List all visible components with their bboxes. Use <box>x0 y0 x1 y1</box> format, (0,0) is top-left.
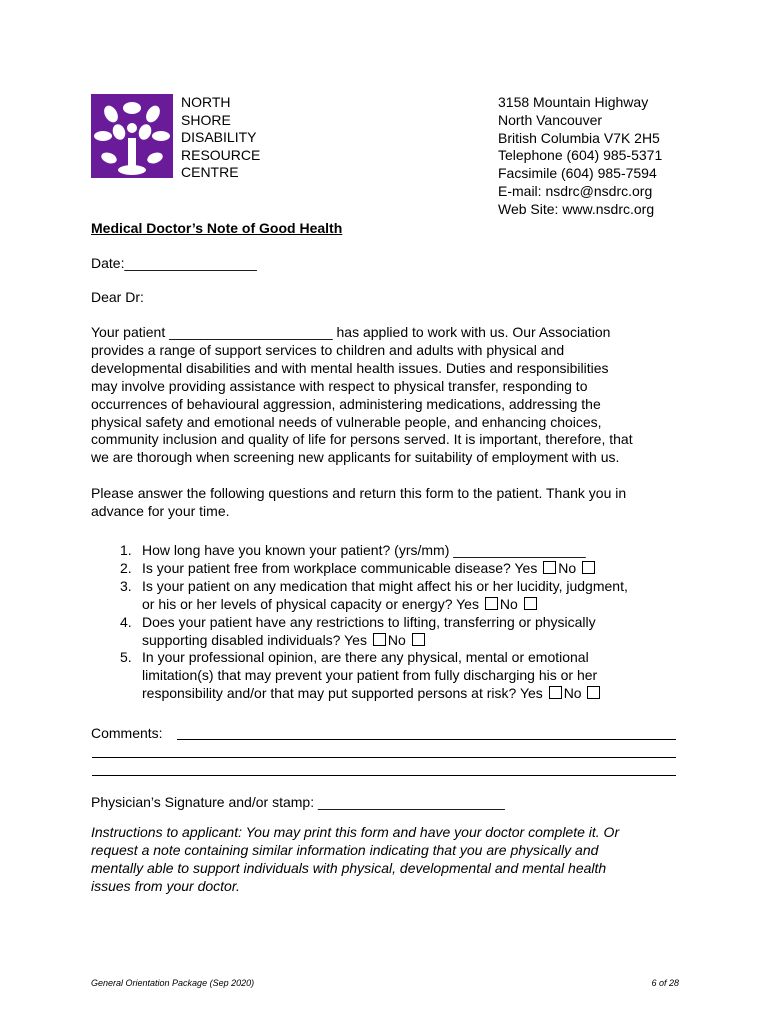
organization-logo <box>91 94 173 178</box>
org-line: RESOURCE <box>181 146 261 163</box>
question-2 <box>120 560 628 578</box>
paragraph-line: physical safety and emotional needs of vulnerable people, and enhancing choices, <box>91 413 602 430</box>
no-label: No <box>387 631 406 648</box>
paragraph-line: we are thorough when screening new applicants for suitability of employment with us. <box>91 449 620 466</box>
address-telephone: Telephone (604) 985-5371 <box>498 147 663 164</box>
paragraph-line: occurrences of behavioural aggression, administering medications, addressing the <box>91 395 601 412</box>
question-5 <box>120 649 628 703</box>
address-province: British Columbia V7K 2H5 <box>498 129 660 146</box>
footer-document-name: General Orientation Package (Sep 2020) <box>91 978 255 988</box>
question-text: limitation(s) that may prevent your patient from fully discharging his or her <box>142 667 598 684</box>
paragraph-line: provides a range of support services to children and adults with physical and <box>91 341 565 358</box>
salutation: Dear Dr: <box>91 289 144 305</box>
no-checkbox[interactable] <box>524 597 537 610</box>
question-1 <box>120 542 628 560</box>
footer-page-number: 6 of 28 <box>651 978 679 988</box>
question-text: In your professional opinion, are there any physical, mental or emotional <box>142 649 589 666</box>
document-title: Medical Doctor’s Note of Good Health <box>91 220 343 236</box>
paragraph-line: may involve providing assistance with respect to physical transfer, responding to <box>91 377 588 394</box>
date-field[interactable]: Date:_________________ <box>91 255 257 271</box>
address-facsimile: Facsimile (604) 985-7594 <box>498 165 657 182</box>
instruction-line: mentally able to support individuals with physical, developmental and mental health <box>91 859 607 876</box>
intro-paragraph <box>91 324 691 467</box>
question-number: 1. <box>120 542 132 558</box>
question-number: 3. <box>120 577 132 594</box>
question-text: Does your patient have any restrictions to lifting, transferring or physically <box>142 613 596 630</box>
question-4 <box>120 614 628 650</box>
yes-checkbox[interactable] <box>549 686 562 699</box>
no-checkbox[interactable] <box>412 633 425 646</box>
question-text: supporting disabled individuals? Yes <box>142 631 367 648</box>
paragraph-line: developmental disabilities and with mental health issues. Duties and responsibilities <box>91 359 609 376</box>
comments-line-1[interactable] <box>177 739 676 740</box>
instruction-line: request a note containing similar information indicating that you are physically and <box>91 841 599 858</box>
yes-checkbox[interactable] <box>485 597 498 610</box>
comments-line-3[interactable] <box>92 775 676 776</box>
no-label: No <box>558 559 577 576</box>
paragraph-line: advance for your time. <box>91 502 230 519</box>
paragraph-line: Please answer the following questions and return this form to the patient. Thank you in <box>91 485 627 501</box>
org-line: NORTH <box>181 94 231 110</box>
question-text[interactable]: How long have you known your patient? (yrs/mm) _________________ <box>142 542 586 558</box>
question-3 <box>120 578 628 614</box>
org-line: SHORE <box>181 111 231 128</box>
question-text: Is your patient free from workplace communicable disease? Yes <box>142 559 538 576</box>
comments-label: Comments: <box>91 725 163 741</box>
question-number: 4. <box>120 613 132 630</box>
signature-field[interactable]: Physician’s Signature and/or stamp: ________________________ <box>91 794 505 810</box>
yes-checkbox[interactable] <box>543 561 556 574</box>
comments-line-2[interactable] <box>92 757 676 758</box>
org-line: CENTRE <box>181 164 239 181</box>
applicant-instructions <box>91 824 691 896</box>
organization-name <box>181 94 260 182</box>
address-email: E-mail: nsdrc@nsdrc.org <box>498 182 653 199</box>
paragraph-line: community inclusion and quality of life for persons served. It is important, therefore, that <box>91 431 633 448</box>
address-website: Web Site: www.nsdrc.org <box>498 200 655 217</box>
no-label: No <box>499 595 518 612</box>
address-street: 3158 Mountain Highway <box>498 94 649 110</box>
no-checkbox[interactable] <box>582 561 595 574</box>
question-number: 5. <box>120 649 132 666</box>
paragraph-line: Your patient _____________________ has applied to work with us. Our Association <box>91 324 611 340</box>
instruction-line: issues from your doctor. <box>91 877 240 894</box>
request-paragraph <box>91 485 691 521</box>
no-checkbox[interactable] <box>587 686 600 699</box>
address-city: North Vancouver <box>498 111 603 128</box>
org-line: DISABILITY <box>181 129 257 146</box>
question-text: or his or her levels of physical capacity or energy? Yes <box>142 595 479 612</box>
question-number: 2. <box>120 559 132 576</box>
question-text: responsibility and/or that may put supported persons at risk? Yes <box>142 685 543 702</box>
instruction-line: Instructions to applicant: You may print this form and have your doctor complete it. Or <box>91 824 620 840</box>
no-label: No <box>563 685 582 702</box>
contact-address <box>498 94 662 219</box>
question-text: Is your patient on any medication that might affect his or her lucidity, judgment, <box>142 577 628 594</box>
yes-checkbox[interactable] <box>373 633 386 646</box>
question-list <box>120 542 628 703</box>
